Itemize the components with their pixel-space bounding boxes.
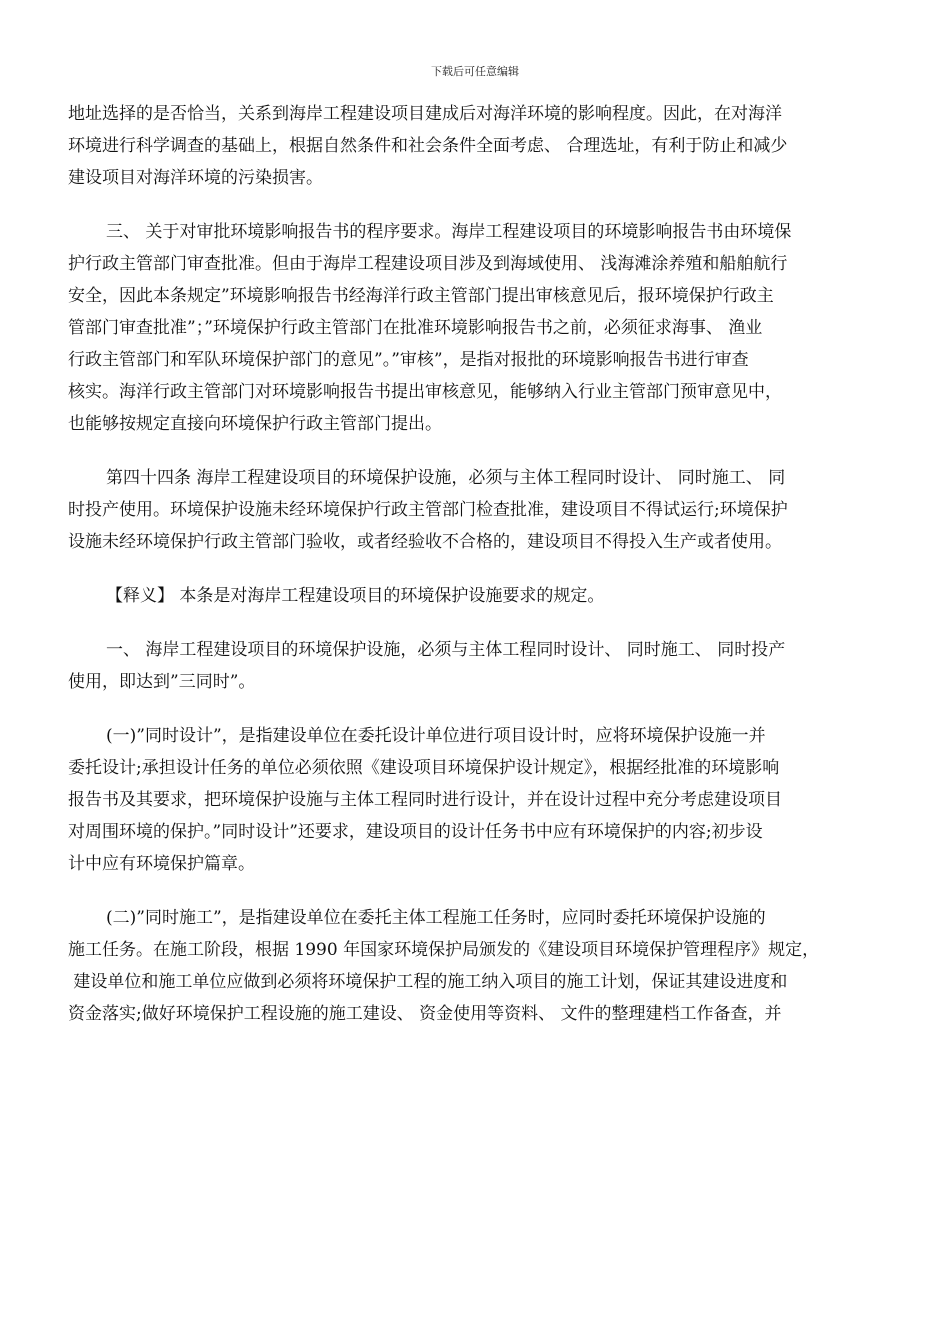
text-line: 报告书及其要求，把环境保护设施与主体工程同时进行设计，并在设计过程中充分考虑建设项目 bbox=[68, 790, 782, 810]
paragraph bbox=[68, 902, 888, 1030]
text-line: 时投产使用。环境保护设施未经环境保护行政主管部门检查批准，建设项目不得试运行;环境保护 bbox=[68, 500, 788, 520]
text-line: 一、 海岸工程建设项目的环境保护设施，必须与主体工程同时设计、 同时施工、 同时投产 bbox=[106, 640, 786, 660]
paragraph-gap bbox=[68, 440, 888, 462]
text-line: 环境进行科学调查的基础上，根据自然条件和社会条件全面考虑、 合理选址，有利于防止和减少 bbox=[68, 136, 788, 156]
text-line: 行政主管部门和军队环境保护部门的意见”。”审核”，是指对报批的环境影响报告书进行审查 bbox=[68, 350, 749, 370]
paragraph-gap bbox=[68, 612, 888, 634]
text-line: 对周围环境的保护。”同时设计”还要求，建设项目的设计任务书中应有环境保护的内容;初步设 bbox=[68, 822, 763, 842]
text-line: 地址选择的是否恰当，关系到海岸工程建设项目建成后对海洋环境的影响程度。因此，在对海洋 bbox=[68, 104, 782, 124]
text-line: 委托设计;承担设计任务的单位必须依照《建设项目环境保护设计规定》，根据经批准的环境影响 bbox=[68, 758, 780, 778]
paragraph-gap bbox=[68, 558, 888, 580]
text-line: 资金落实;做好环境保护工程设施的施工建设、 资金使用等资料、 文件的整理建档工作备查，并 bbox=[68, 1004, 782, 1024]
page-header: 下载后可任意编辑 bbox=[431, 65, 519, 78]
paragraph bbox=[68, 462, 888, 558]
paragraph-gap bbox=[68, 698, 888, 720]
text-line: 计中应有环境保护篇章。 bbox=[68, 854, 255, 874]
text-line: 建设项目对海洋环境的污染损害。 bbox=[68, 168, 323, 188]
text-line: 使用，即达到”三同时”。 bbox=[68, 672, 256, 692]
paragraph-gap bbox=[68, 194, 888, 216]
text-line: 施工任务。在施工阶段，根据 1990 年国家环境保护局颁发的《建设项目环境保护管理程序》规定， bbox=[68, 940, 820, 960]
text-line: (一)”同时设计”，是指建设单位在委托设计单位进行项目设计时，应将环境保护设施一并 bbox=[106, 726, 766, 746]
text-line: 建设单位和施工单位应做到必须将环境保护工程的施工纳入项目的施工计划，保证其建设进度和 bbox=[68, 972, 788, 992]
text-line: 核实。海洋行政主管部门对环境影响报告书提出审核意见，能够纳入行业主管部门预审意见中， bbox=[68, 382, 782, 402]
text-line: 也能够按规定直接向环境保护行政主管部门提出。 bbox=[68, 414, 442, 434]
paragraph bbox=[68, 216, 888, 440]
paragraph-gap bbox=[68, 880, 888, 902]
text-line: 【释义】 本条是对海岸工程建设项目的环境保护设施要求的规定。 bbox=[106, 586, 605, 606]
text-line: 三、 关于对审批环境影响报告书的程序要求。海岸工程建设项目的环境影响报告书由环境保 bbox=[106, 222, 792, 242]
text-line: 安全，因此本条规定”环境影响报告书经海洋行政主管部门提出审核意见后，报环境保护行政主 bbox=[68, 286, 774, 306]
text-line: 设施未经环境保护行政主管部门验收，或者经验收不合格的，建设项目不得投入生产或者使用。 bbox=[68, 532, 782, 552]
paragraph bbox=[68, 720, 888, 880]
document-body bbox=[68, 98, 888, 1030]
text-line: 管部门审查批准”；”环境保护行政主管部门在批准环境影响报告书之前，必须征求海事、 渔业 bbox=[68, 318, 763, 338]
paragraph bbox=[68, 634, 888, 698]
paragraph bbox=[68, 580, 888, 612]
paragraph bbox=[68, 98, 888, 194]
text-line: (二)”同时施工”，是指建设单位在委托主体工程施工任务时，应同时委托环境保护设施的 bbox=[106, 908, 766, 928]
text-line: 护行政主管部门审查批准。但由于海岸工程建设项目涉及到海域使用、 浅海滩涂养殖和船舶航行 bbox=[68, 254, 788, 274]
text-line: 第四十四条 海岸工程建设项目的环境保护设施，必须与主体工程同时设计、 同时施工、 同 bbox=[106, 468, 786, 488]
